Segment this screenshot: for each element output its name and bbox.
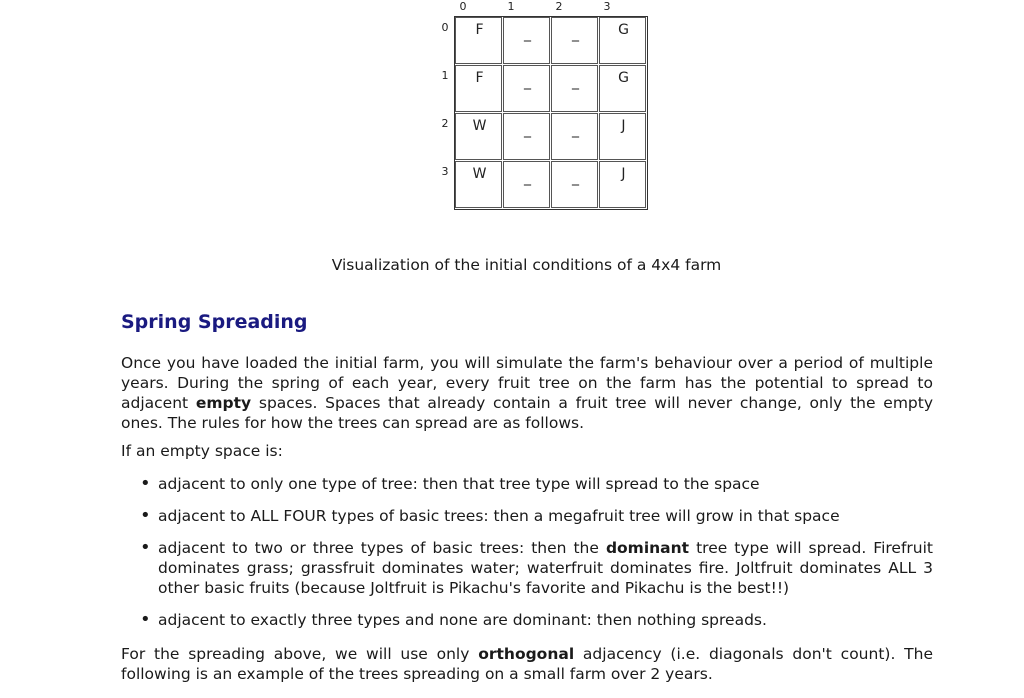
grid-cell: _ bbox=[503, 113, 550, 160]
grid-cell: _ bbox=[551, 17, 598, 64]
outro-paragraph: For the spreading above, we will use only orthogonal adjacency (i.e. diagonals don't count). The following is an example of the trees spreading on a small farm over 2 years. bbox=[121, 645, 933, 683]
list-item: • adjacent to two or three types of basic trees: then the dominant tree type will spread. Firefruit dominates grass; grassfruit dominates water; waterfruit dominates fire. Joltfruit dominates ALL 3 other basic fruits (because Joltfruit is Pikachu's favorite and Pikachu is the best!!) bbox=[121, 538, 933, 598]
grid-cell: _ bbox=[551, 65, 598, 112]
section-heading: Spring Spreading bbox=[121, 311, 308, 333]
row-label: 0 bbox=[441, 21, 449, 34]
grid-cell: _ bbox=[551, 113, 598, 160]
grid-cell: W bbox=[455, 113, 502, 160]
list-item: • adjacent to exactly three types and none are dominant: then nothing spreads. bbox=[121, 610, 933, 630]
grid-cell: _ bbox=[503, 161, 550, 208]
grid-cell: _ bbox=[503, 17, 550, 64]
grid-cell: F bbox=[455, 17, 502, 64]
col-label: 0 bbox=[459, 0, 467, 13]
list-item: • adjacent to ALL FOUR types of basic trees: then a megafruit tree will grow in that space bbox=[121, 506, 933, 526]
row-label: 2 bbox=[441, 117, 449, 130]
col-label: 2 bbox=[555, 0, 563, 13]
col-label: 1 bbox=[507, 0, 515, 13]
if-empty-text: If an empty space is: bbox=[121, 442, 283, 460]
intro-paragraph: Once you have loaded the initial farm, you will simulate the farm's behaviour over a period of multiple years. During the spring of each year, every fruit tree on the farm has the potential to spread to adjacent empty spaces. Spaces that already contain a fruit tree will never change, only the empty ones. The rules for how the trees can spread are as follows. bbox=[121, 354, 934, 432]
grid-cell: J bbox=[599, 113, 646, 160]
grid-cell: J bbox=[599, 161, 646, 208]
col-label: 3 bbox=[603, 0, 611, 13]
grid-cell: _ bbox=[503, 65, 550, 112]
farm-grid bbox=[454, 16, 648, 210]
grid-cell: W bbox=[455, 161, 502, 208]
figure-caption: Visualization of the initial conditions of a 4x4 farm bbox=[331, 256, 722, 274]
rules-list bbox=[121, 474, 933, 642]
row-label: 1 bbox=[441, 69, 449, 82]
grid-cell: G bbox=[599, 65, 646, 112]
grid-cell: F bbox=[455, 65, 502, 112]
grid-cell: G bbox=[599, 17, 646, 64]
grid-cell: _ bbox=[551, 161, 598, 208]
list-item: • adjacent to only one type of tree: then that tree type will spread to the space bbox=[121, 474, 933, 494]
row-label: 3 bbox=[441, 165, 449, 178]
